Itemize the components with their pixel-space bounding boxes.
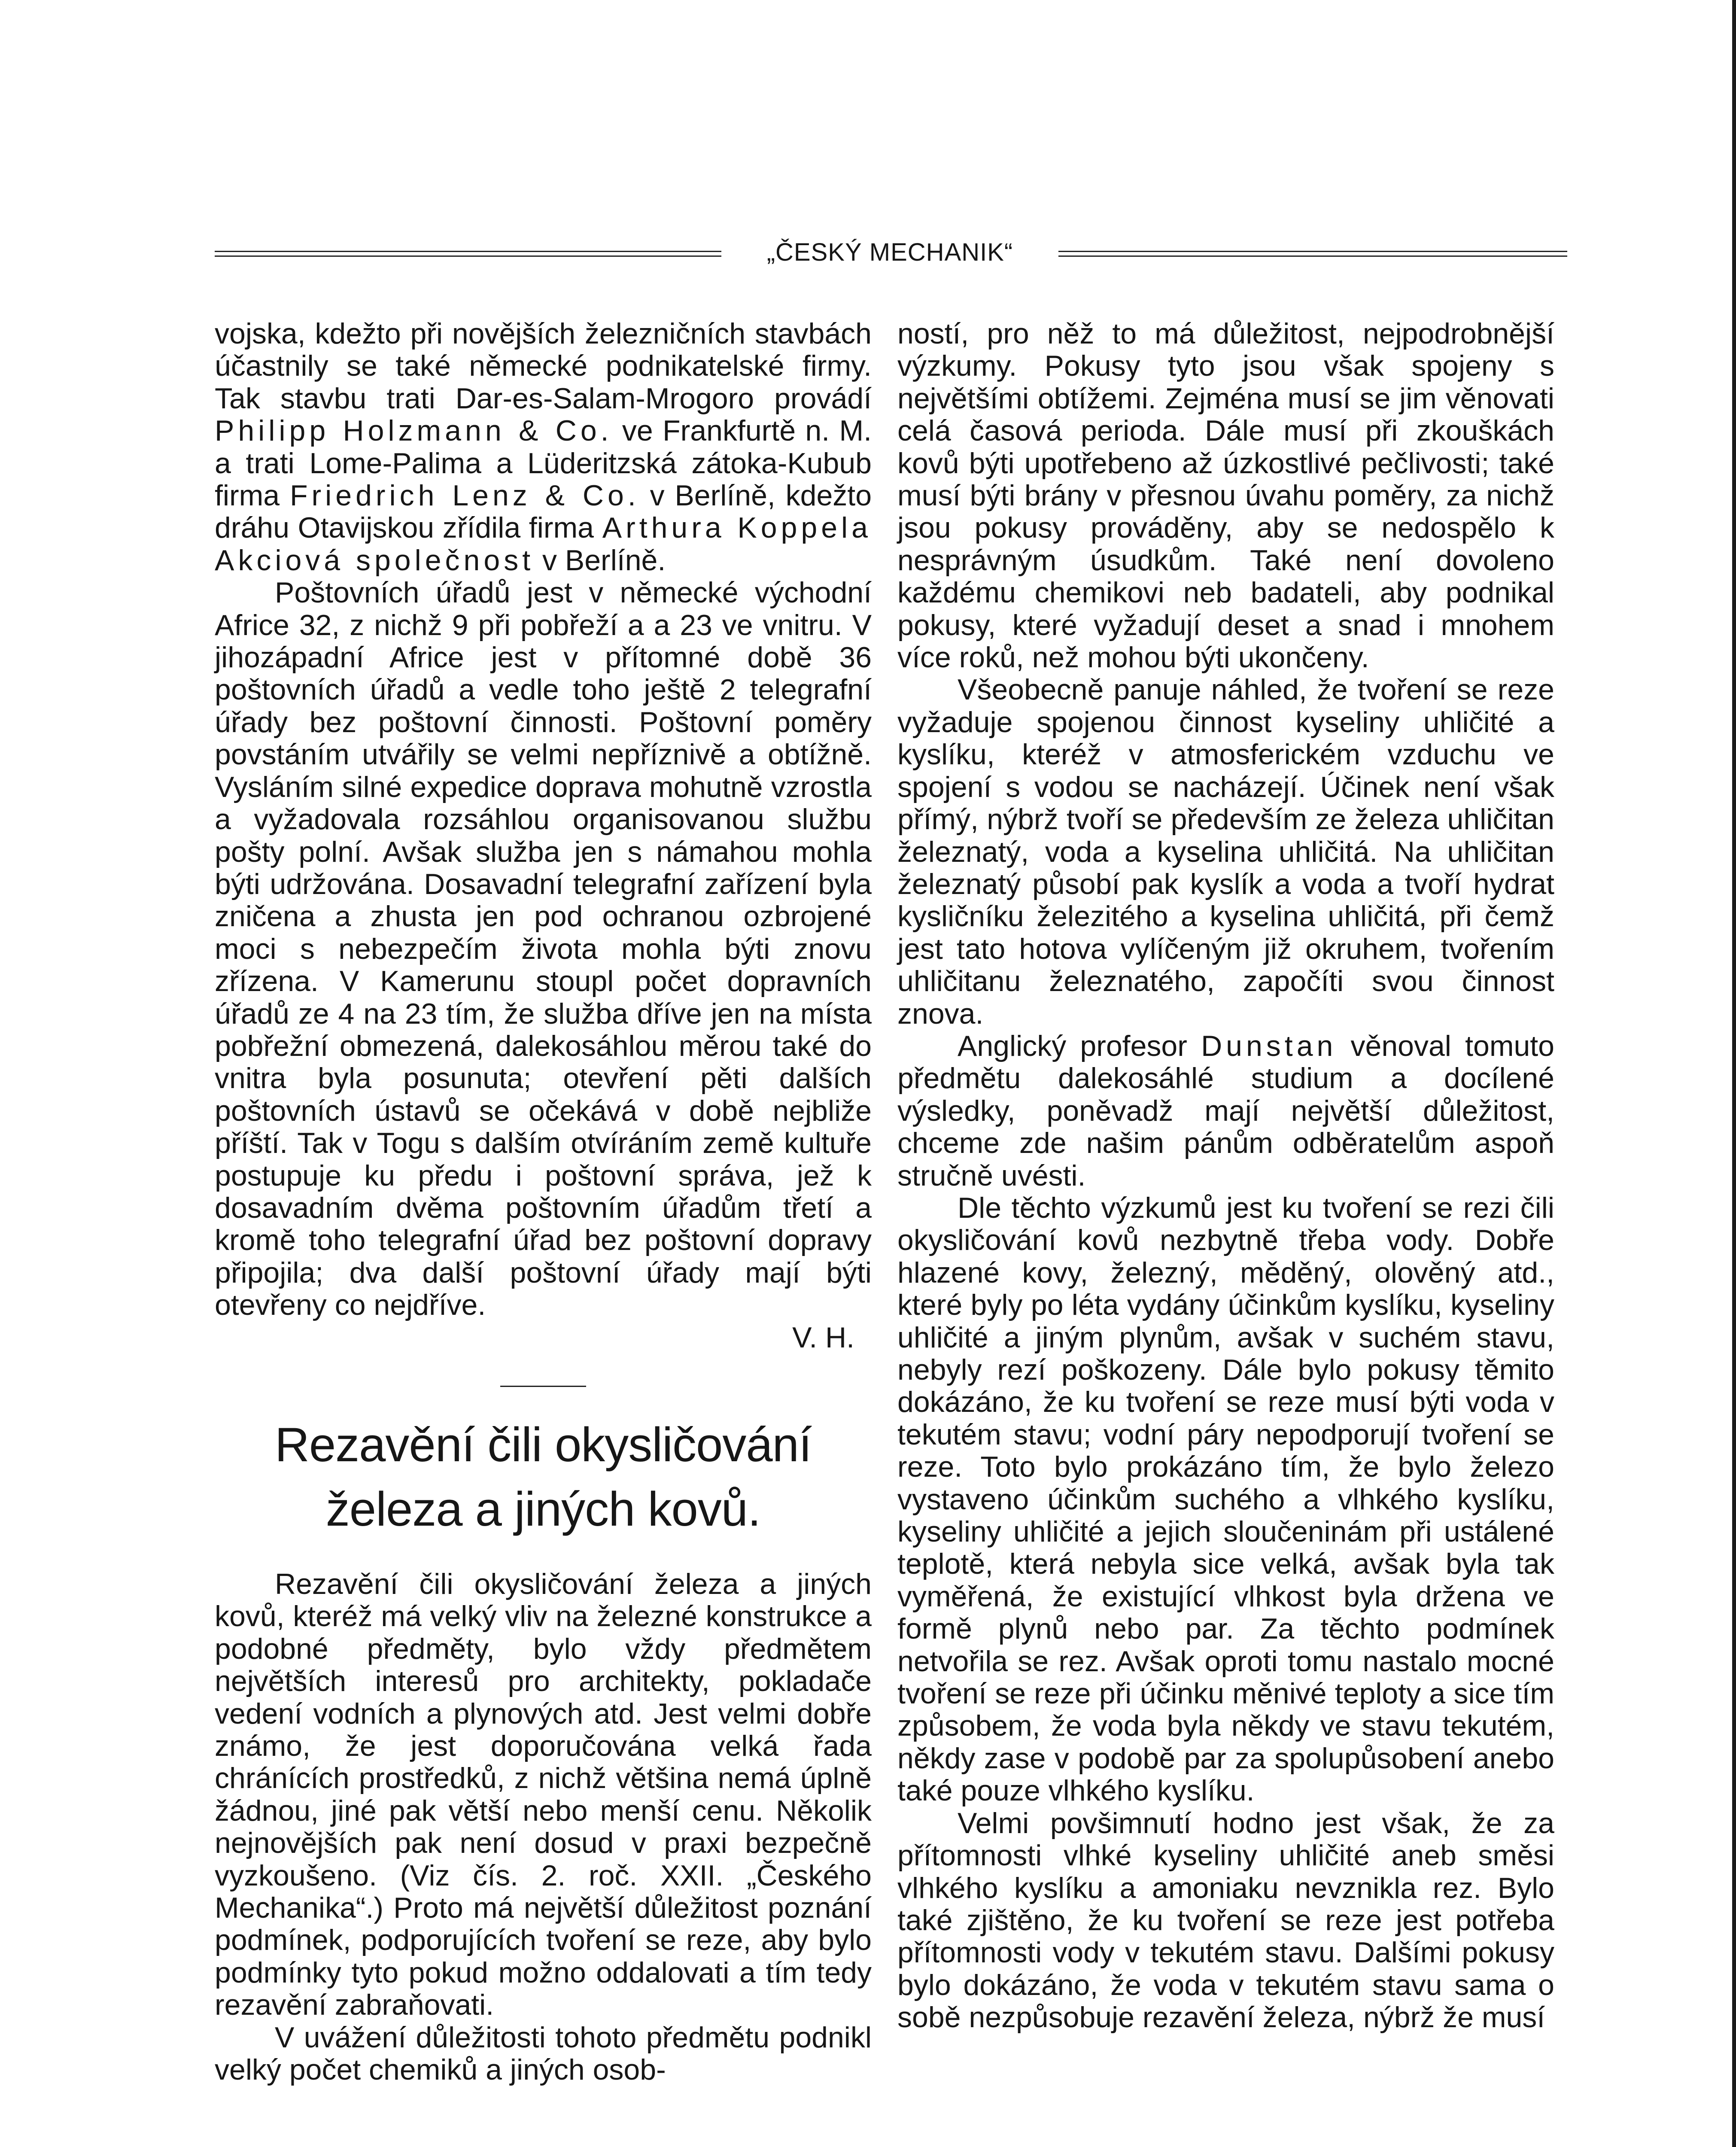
right-column	[897, 318, 1554, 2034]
journal-title: „ČESKÝ MECHANIK“	[766, 238, 1013, 266]
signature-line	[215, 1322, 872, 1354]
company-name-koppel: Arthura Koppela Akciová společnost	[215, 511, 872, 577]
paragraph-water-needed: Dle těchto výzkumů jest ku tvoření se rezi čili okysličování kovů nezbytně třeba vody. Dobře hlazené kovy, železný, měděný, olověný atd., které byly po léta vydány účinkům kyslíku, kyseliny uhličité a jiným plynům, avšak v suchém stavu, nebyly rezí poškozeny. Dále bylo pokusy těmito dokázáno, že ku tvoření se reze musí býti voda v tekutém stavu; vodní páry nepodporují tvoření se reze. Toto bylo prokázáno tím, že bylo železo vystaveno účinkům suchého a vlhkého kyslíku, kyseliny uhličité a jejich sloučeninám při ustálené teplotě, která nebyla sice velká, avšak byla tak vyměřená, že existující vlhkost byla držena ve formě plynů nebo par. Za těchto podmínek netvořila se rez. Avšak oproti tomu nastalo mocné tvoření se reze při účinku měnivé teploty a sice tím způsobem, že voda byla někdy ve stavu tekutém, někdy zase v podobě par za spolupůsobení anebo také pouze vlhkého kyslíku.	[897, 1191, 1554, 1807]
company-name-holzmann: Philipp Holzmann & Co.	[215, 414, 613, 447]
running-header	[215, 235, 1567, 274]
paragraph-observations: Velmi povšimnutí hodno jest však, že za přítomnosti vlhké kyseliny uhličité aneb směsi vlhkého kyslíku a amoniaku nevznikla rez. Bylo také zjištěno, že ku tvoření se reze jest potřeba přítomnosti vody v tekutém stavu. Dalšími pokusy bylo dokázáno, že voda v tekutém stavu sama o sobě nezpůsobuje rezavění železa, nýbrž že musí	[897, 1806, 1554, 2034]
paragraph-postal-offices: Poštovních úřadů jest v německé východní Africe 32, z nichž 9 při pobřeží a a 23 ve vnitru. V jihozápadní Africe jest v přítomné době 36 poštovních úřadů a vedle toho ještě 2 telegrafní úřady bez poštovní činnosti. Poštovní poměry povstáním utvářily se velmi nepříznivě a obtížně. Vysláním silné expedice doprava mohutně vzrostla a vyžadovala rozsáhlou organisovanou službu pošty polní. Avšak služba jen s námahou mohla býti udržována. Dosavadní telegrafní zařízení byla zničena a zhusta jen pod ochranou ozbrojené moci s nebezpečím života mohla býti znovu zřízena. V Kamerunu stoupl počet dopravních úřadů ze 4 na 23 tím, že služba dříve jen na místa pobřežní obmezená, dalekosáhlou měrou také do vnitra byla posunuta; otevření pěti dalších poštovních ústavů se očekává v době nejbliže příští. Tak v Togu s dalším otvíráním země kultuře postupuje ku předu i poštovní správa, jež k dosavadním dvěma poštovním úřadům třetí a kromě toho telegrafní úřad bez poštovní dopravy připojila; dva další poštovní úřady mají býti otevřeny co nejdříve.	[215, 576, 872, 1322]
left-column	[215, 318, 872, 2086]
header-rule-right	[1058, 251, 1567, 257]
paragraph-chemists: V uvážení důležitosti tohoto předmětu podnikl velký počet chemiků a jiných osob-	[215, 2021, 872, 2086]
scan-edge-right	[1732, 0, 1736, 2147]
article-title-line-2: železa a jiných kovů.	[325, 1482, 761, 1536]
header-rule-left	[215, 251, 721, 257]
article-title	[215, 1413, 872, 1542]
paragraph-railway-firms: vojska, kdežto při novějších železničních stavbách účastnily se také německé podnikatelské firmy. Tak stavbu trati Dar-es-Salam-Mrogoro provádí Philipp Holzmann & Co. ve Frankfurtě n. M. a trati Lome-Palima a Lüderitzská zátoka-Kubub firma Friedrich Lenz & Co. v Berlíně, kdežto dráhu Otavijskou zřídila firma Arthura Koppela Akciová společnost v Berlíně.	[215, 317, 872, 577]
paragraph-general-view: Všeobecně panuje náhled, že tvoření se reze vyžaduje spojenou činnost kyseliny uhličité a kyslíku, kteréž v atmosferickém vzduchu ve spojení s vodou se nacházejí. Účinek není však přímý, nýbrž tvoří se především ze železa uhličitan železnatý, voda a kyselina uhličitá. Na uhličitan železnatý působí pak kyslík a voda a tvoří hydrat kysličníku železitého a kyselina uhličitá, při čemž jest tato hotova vylíčeným již okruhem, tvořením uhličitanu železnatého, započíti svou činnost znova.	[897, 673, 1554, 1030]
paragraph-dunstan: Anglický profesor Dunstan věnoval tomuto předmětu dalekosáhlé studium a docílené výsledky, poněvadž mají největší důležitost, chceme zde našim pánům odběratelům aspoň stručně uvésti.	[897, 1029, 1554, 1192]
author-signature: V. H.	[792, 1321, 854, 1354]
paragraph-rust-intro: Rezavění čili okysličování železa a jiných kovů, kteréž má velký vliv na železné konstrukce a podobné předměty, bylo vždy předmětem největších interesů pro architekty, pokladače vedení vodních a plynových atd. Jest velmi dobře známo, že jest doporučována velká řada chránících prostředků, z nichž většina nemá úplně žádnou, jiné pak větší nebo menší cenu. Několik nejnovějších pak není dosud v praxi bezpečně vyzkoušeno. (Viz čís. 2. roč. XXII. „Českého Mechanika“.) Proto má největší důležitost poznání podmínek, podporujících tvoření se reze, aby bylo podmínky tyto pokud možno oddalovati a tím tedy rezavění zabraňovati.	[215, 1568, 872, 2022]
section-divider	[500, 1386, 586, 1387]
name-dunstan: Dunstan	[1201, 1029, 1337, 1062]
article-title-line-1: Rezavění čili okysličování	[274, 1418, 812, 1472]
paragraph-research-difficulty: ností, pro něž to má důležitost, nejpodrobnější výzkumy. Pokusy tyto jsou však spojeny s největšími obtížemi. Zejména musí se jim věnovati celá časová perioda. Dále musí při zkouškách kovů býti upotřebeno až úzkostlivé pečlivosti; také musí býti brány v přesnou úvahu poměry, za nichž jsou pokusy prováděny, aby se nedospělo k nesprávným úsudkům. Také není dovoleno každému chemikovi neb badateli, aby podnikal pokusy, které vyžadují deset a snad i mnohem více roků, než mohou býti ukončeny.	[897, 317, 1554, 674]
company-name-lenz: Friedrich Lenz & Co.	[289, 479, 640, 512]
